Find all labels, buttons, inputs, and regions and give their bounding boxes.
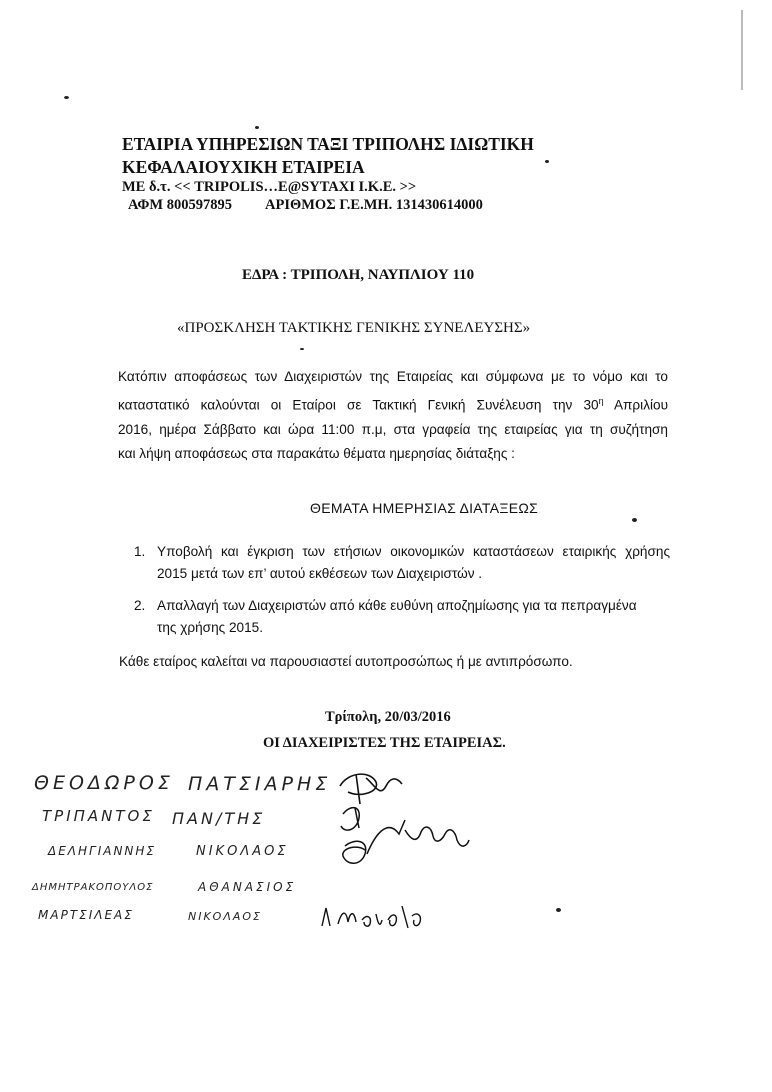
tax-id: ΑΦΜ 800597895 [128, 197, 232, 213]
handwritten-surname: ΜΑΡΤΣΙΛΕΑΣ [38, 908, 134, 922]
scan-speck [255, 126, 259, 129]
handwritten-name: ΝΙΚΟΛΑΟΣ [196, 844, 289, 859]
scan-speck [632, 518, 637, 522]
signature-3 [318, 900, 438, 940]
intro-line-4: και λήψη αποφάσεως στα παρακάτω θέματα ημερησίας διάταξης : [118, 445, 515, 461]
agenda-item-number: 1. [134, 544, 146, 559]
intro-line-3: 2016, ημέρα Σάββατο και ώρα 11:00 π.μ, στα γραφεία της εταιρείας για τη συζήτηση [118, 421, 668, 437]
company-name-line2: ΚΕΦΑΛΑΙΟΥΧΙΚΗ ΕΤΑΙΡΕΙΑ [122, 157, 365, 177]
handwritten-surname: ΔΗΜΗΤΡΑΚΟΠΟΥΛΟΣ [32, 882, 154, 893]
handwritten-name: ΑΘΑΝΑΣΙΟΣ [198, 880, 297, 894]
signatories-heading: ΟΙ ΔΙΑΧΕΙΡΙΣΤΕΣ ΤΗΣ ΕΤΑΙΡΕΙΑΣ. [263, 735, 506, 751]
agenda-heading: ΘΕΜΑΤΑ ΗΜΕΡΗΣΙΑΣ ΔΙΑΤΑΞΕΩΣ [310, 500, 539, 516]
handwritten-surname: ΘΕΟΔΩΡΟΣ [34, 772, 174, 794]
intro-paragraph [118, 365, 668, 466]
scan-speck [556, 908, 561, 912]
signature-2 [335, 800, 475, 880]
agenda-item-number: 2. [134, 598, 146, 613]
place-date: Τρίπολη, 20/03/2016 [325, 709, 451, 725]
gemi-number: ΑΡΙΘΜΟΣ Γ.Ε.ΜΗ. 131430614000 [265, 197, 483, 213]
trade-name: ΜΕ δ.τ. << TRIPOLIS…E@SYTAXI I.K.E. >> [122, 179, 417, 195]
scan-speck [545, 160, 549, 163]
agenda-item-1: Υποβολή και έγκριση των ετήσιων οικονομικών καταστάσεων εταιρικής χρήσης 2015 μετά των επ’ αυτού εκθέσεων των Διαχειριστών . [157, 544, 670, 581]
agenda-item-2: Απαλλαγή των Διαχειριστών από κάθε ευθύνη αποζημίωσης για τα πεπραγμένα της χρήσης 2015. [157, 598, 637, 635]
company-name-line1: ΕΤΑΙΡΙΑ ΥΠΗΡΕΣΙΩΝ ΤΑΞΙ ΤΡΙΠΟΛΗΣ ΙΔΙΩΤΙΚΗ [122, 134, 534, 154]
intro-line-1: Κατόπιν αποφάσεως των Διαχειριστών της Εταιρείας και σύμφωνα με το νόμο και το [118, 369, 668, 384]
handwritten-name: ΠΑΝ/ΤΗΣ [172, 809, 266, 828]
handwritten-surname: ΔΕΛΗΓΙΑΝΝΗΣ [48, 844, 157, 858]
scan-speck [64, 96, 69, 99]
intro-line-2: καταστατικό καλούνται οι Εταίροι σε Τακτική Γενική Συνέλευση την $30^\eta$ Απριλίου [118, 396, 669, 413]
scan-edge-line [741, 10, 743, 90]
closing-sentence: Κάθε εταίρος καλείται να παρουσιαστεί αυτοπροσώπως ή με αντιπρόσωπο. [119, 654, 573, 669]
company-seat: ΕΔΡΑ : ΤΡΙΠΟΛΗ, ΝΑΥΠΛΙΟΥ 110 [242, 267, 475, 283]
handwritten-surname: ΤΡΙΠΑΝΤΟΣ [42, 807, 155, 825]
handwritten-name: ΠΑΤΣΙΑΡΗΣ [188, 773, 332, 795]
document-title: «ΠΡΟΣΚΛΗΣΗ ΤΑΚΤΙΚΗΣ ΓΕΝΙΚΗΣ ΣΥΝΕΛΕΥΣΗΣ» [177, 320, 531, 336]
scan-speck [300, 348, 304, 350]
handwritten-name: ΝΙΚΟΛΑΟΣ [188, 910, 263, 923]
